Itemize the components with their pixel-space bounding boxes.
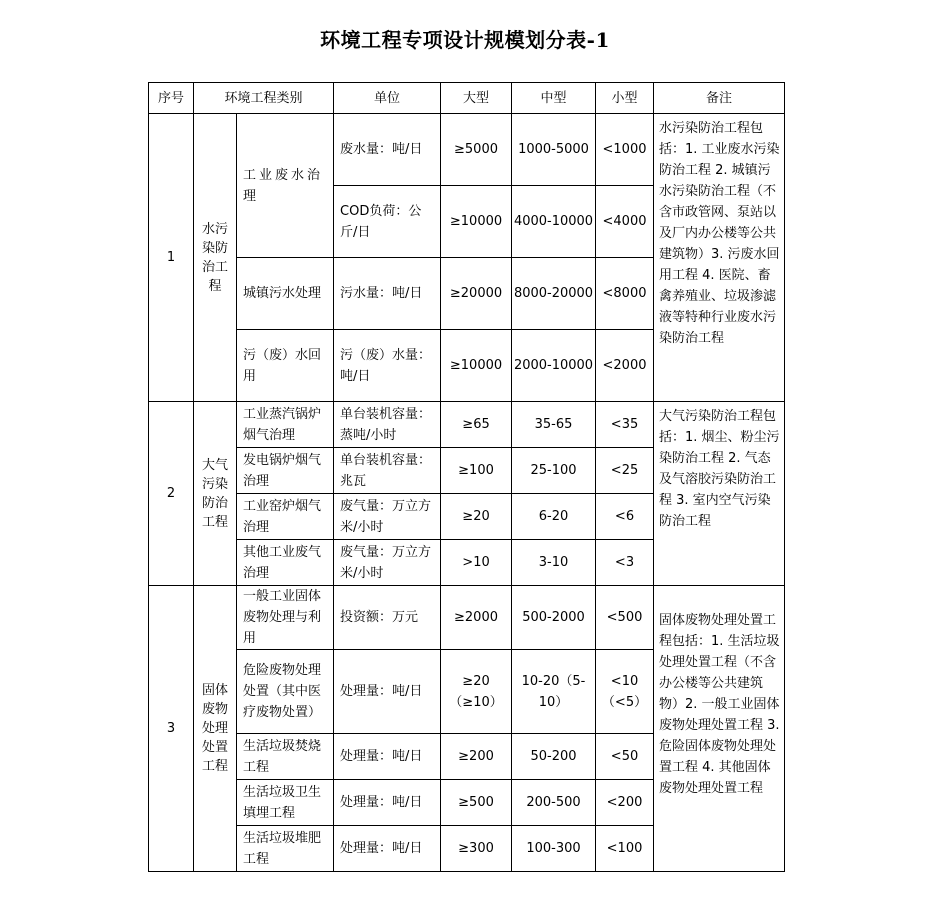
group-seq: 2: [149, 402, 194, 586]
header-row: [149, 83, 785, 114]
sub-category: 发电锅炉烟气治理: [237, 448, 334, 494]
medium-cell: 50-200: [512, 734, 596, 780]
large-cell: ≥2000: [441, 586, 512, 650]
medium-cell: 200-500: [512, 780, 596, 826]
large-cell: ≥10000: [441, 330, 512, 402]
sub-category: 生活垃圾堆肥工程: [237, 826, 334, 872]
table-row: [149, 114, 785, 186]
table-row: [149, 586, 785, 650]
header-medium: 中型: [512, 83, 596, 114]
small-cell: <10（<5）: [596, 650, 654, 734]
unit-cell: 处理量：吨/日: [334, 650, 441, 734]
table-row: [149, 402, 785, 448]
medium-cell: 10-20（5-10）: [512, 650, 596, 734]
scale-table: [148, 82, 785, 872]
header-small: 小型: [596, 83, 654, 114]
large-cell: ≥200: [441, 734, 512, 780]
large-cell: ≥5000: [441, 114, 512, 186]
unit-cell: 污（废）水量：吨/日: [334, 330, 441, 402]
small-cell: <50: [596, 734, 654, 780]
medium-cell: 6-20: [512, 494, 596, 540]
header-unit: 单位: [334, 83, 441, 114]
unit-cell: 处理量：吨/日: [334, 780, 441, 826]
sub-category: 工业窑炉烟气治理: [237, 494, 334, 540]
medium-cell: 35-65: [512, 402, 596, 448]
small-cell: <1000: [596, 114, 654, 186]
group-category: 水污染防治工程: [194, 114, 237, 402]
small-cell: <3: [596, 540, 654, 586]
unit-cell: 处理量：吨/日: [334, 826, 441, 872]
sub-category: 一般工业固体废物处理与利用: [237, 586, 334, 650]
medium-cell: 8000-20000: [512, 258, 596, 330]
large-cell: ≥100: [441, 448, 512, 494]
unit-cell: 处理量：吨/日: [334, 734, 441, 780]
large-cell: ≥65: [441, 402, 512, 448]
large-cell: ≥500: [441, 780, 512, 826]
sub-category: 危险废物处理处置（其中医疗废物处置）: [237, 650, 334, 734]
large-cell: ≥20（≥10）: [441, 650, 512, 734]
unit-cell: 投资额：万元: [334, 586, 441, 650]
medium-cell: 25-100: [512, 448, 596, 494]
header-seq: 序号: [149, 83, 194, 114]
sub-category: 生活垃圾焚烧工程: [237, 734, 334, 780]
sub-category: 污（废）水回用: [237, 330, 334, 402]
header-category: 环境工程类别: [194, 83, 334, 114]
sub-category: 城镇污水处理: [237, 258, 334, 330]
unit-cell: COD负荷：公斤/日: [334, 186, 441, 258]
group-category: 固体废物处理处置工程: [194, 586, 237, 872]
header-large: 大型: [441, 83, 512, 114]
large-cell: >10: [441, 540, 512, 586]
unit-cell: 废水量：吨/日: [334, 114, 441, 186]
sub-category: 工业蒸汽锅炉烟气治理: [237, 402, 334, 448]
small-cell: <6: [596, 494, 654, 540]
small-cell: <200: [596, 780, 654, 826]
medium-cell: 3-10: [512, 540, 596, 586]
medium-cell: 2000-10000: [512, 330, 596, 402]
small-cell: <2000: [596, 330, 654, 402]
sub-category: 工业废水治理: [237, 114, 334, 258]
note-cell: 大气污染防治工程包括：1. 烟尘、粉尘污染防治工程 2. 气态及气溶胶污染防治工程 3. 室内空气污染防治工程: [654, 402, 785, 586]
group-seq: 3: [149, 586, 194, 872]
small-cell: <100: [596, 826, 654, 872]
unit-cell: 单台装机容量：蒸吨/小时: [334, 402, 441, 448]
unit-cell: 废气量：万立方米/小时: [334, 494, 441, 540]
unit-cell: 废气量：万立方米/小时: [334, 540, 441, 586]
group-category: 大气污染防治工程: [194, 402, 237, 586]
large-cell: ≥20: [441, 494, 512, 540]
page-title: 环境工程专项设计规模划分表-1: [320, 28, 610, 52]
sub-category: 生活垃圾卫生填埋工程: [237, 780, 334, 826]
note-cell: 水污染防治工程包括：1. 工业废水污染防治工程 2. 城镇污水污染防治工程（不含市政管网、泵站以及厂内办公楼等公共建筑物）3. 污废水回用工程 4. 医院、畜禽养殖业、垃圾渗滤液等特种行业废水污染防治工程: [654, 114, 785, 402]
medium-cell: 4000-10000: [512, 186, 596, 258]
small-cell: <500: [596, 586, 654, 650]
unit-cell: 污水量：吨/日: [334, 258, 441, 330]
large-cell: ≥300: [441, 826, 512, 872]
medium-cell: 100-300: [512, 826, 596, 872]
large-cell: ≥20000: [441, 258, 512, 330]
small-cell: <8000: [596, 258, 654, 330]
large-cell: ≥10000: [441, 186, 512, 258]
small-cell: <35: [596, 402, 654, 448]
note-cell: 固体废物处理处置工程包括：1. 生活垃圾处理处置工程（不含办公楼等公共建筑物）2. 一般工业固体废物处理处置工程 3. 危险固体废物处理处置工程 4. 其他固体废物处理处置工程: [654, 586, 785, 872]
header-note: 备注: [654, 83, 785, 114]
small-cell: <4000: [596, 186, 654, 258]
medium-cell: 1000-5000: [512, 114, 596, 186]
sub-category: 其他工业废气治理: [237, 540, 334, 586]
medium-cell: 500-2000: [512, 586, 596, 650]
group-seq: 1: [149, 114, 194, 402]
unit-cell: 单台装机容量：兆瓦: [334, 448, 441, 494]
small-cell: <25: [596, 448, 654, 494]
